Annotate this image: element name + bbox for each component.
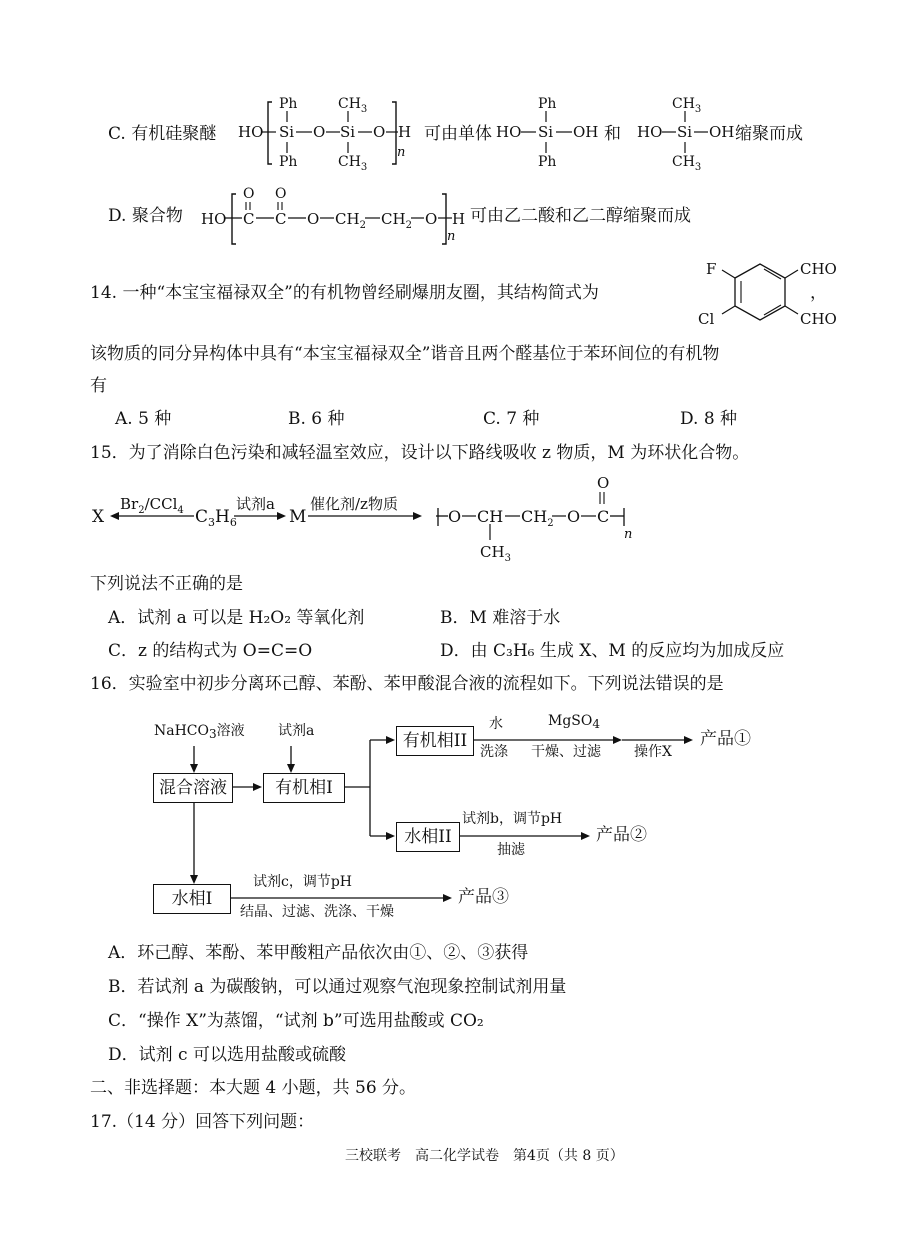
q15-option-b: B．M 难溶于水 — [440, 608, 561, 628]
atom-o: O — [373, 123, 386, 141]
atom-si: Si — [340, 123, 356, 141]
q15-option-a: A．试剂 a 可以是 H₂O₂ 等氧化剂 — [108, 608, 365, 628]
flow-wash-label: 洗涤 — [480, 744, 508, 760]
atom-oh: OH — [573, 123, 599, 141]
flow-box-aqueous-2: 水相II — [396, 822, 460, 852]
q13-d-label: D. 聚合物 — [108, 206, 183, 226]
flow-reagent-a-label: 试剂a — [278, 723, 315, 739]
q16-option-c: C．“操作 X”为蒸馏，“试剂 b”可选用盐酸或 CO₂ — [108, 1011, 484, 1031]
scheme-reagent-a: 试剂a — [236, 495, 275, 513]
atom-c: C — [243, 210, 255, 228]
scheme-m: M — [289, 507, 307, 527]
atom-ch3: $CH_3$ — [338, 154, 368, 173]
atom-c: C — [275, 210, 287, 228]
q14-option-d: D. 8 种 — [680, 409, 738, 429]
section-2-heading: 二、非选择题：本大题 4 小题，共 56 分。 — [90, 1078, 417, 1098]
q13-c-mid: 可由单体 — [424, 124, 492, 144]
flow-crystallize-label: 结晶、过滤、洗涤、干燥 — [240, 904, 394, 920]
q16-stem: 16．实验室中初步分离环己醇、苯酚、苯甲酸混合液的流程如下。下列说法错误的是 — [90, 674, 724, 694]
flow-box-aqueous-1: 水相I — [153, 884, 231, 914]
atom-f: F — [706, 260, 717, 278]
q14-option-b: B. 6 种 — [288, 409, 345, 429]
q14-stem-line3: 有 — [90, 376, 107, 396]
atom-cho: CHO — [800, 310, 837, 328]
atom-o: O — [313, 123, 326, 141]
flow-water-label: 水 — [489, 716, 503, 732]
atom-o: O — [597, 474, 610, 492]
q14-stem-line2: 该物质的同分异构体中具有“本宝宝福禄双全”谐音且两个醛基位于苯环间位的有机物 — [90, 344, 720, 364]
flow-reagent-b-label: 试剂b，调节pH — [462, 811, 563, 827]
atom-ph: Ph — [279, 96, 298, 112]
atom-ph: Ph — [538, 154, 557, 170]
q14-option-c: C. 7 种 — [483, 409, 540, 429]
q15-option-d: D．由 C₃H₆ 生成 X、M 的反应均为加成反应 — [440, 641, 785, 661]
atom-ch2: $CH_2$ — [335, 210, 366, 231]
atom-o: O — [448, 507, 462, 526]
scheme-catalyst: 催化剂/z物质 — [310, 495, 398, 513]
atom-oh: OH — [709, 123, 735, 141]
atom-si: Si — [677, 123, 693, 141]
atom-ch2: $CH_2$ — [381, 210, 412, 231]
flow-dry-filter-label: 干燥、过滤 — [531, 744, 601, 760]
atom-ch3: $CH_3$ — [480, 543, 511, 564]
page-footer: 三校联考 高二化学试卷 第4页（共 8 页） — [345, 1148, 624, 1164]
atom-cl: Cl — [698, 310, 715, 328]
scheme-c3h6: $C_3H_6$ — [195, 507, 237, 529]
q15-stem: 15．为了消除白色污染和减轻温室效应，设计以下路线吸收 z 物质，M 为环状化合物。 — [90, 443, 750, 463]
atom-o: O — [425, 210, 438, 228]
q13-d-end: 可由乙二酸和乙二醇缩聚而成 — [470, 206, 691, 226]
atom-ch2: $CH_2$ — [521, 507, 554, 529]
flow-box-mixture: 混合溶液 — [153, 773, 233, 803]
atom-ph: Ph — [538, 96, 557, 112]
flow-mgso4-label: MgSO4 — [548, 713, 601, 731]
atom-h: H — [398, 123, 412, 141]
q16-option-d: D．试剂 c 可以选用盐酸或硫酸 — [108, 1045, 346, 1065]
atom-o: O — [275, 186, 287, 202]
q14-stem-line1: 14. 一种“本宝宝福禄双全”的有机物曾经刷爆朋友圈，其结构简式为 — [90, 283, 599, 303]
flow-box-organic-1: 有机相I — [263, 773, 345, 803]
flow-nahco3-label: NaHCO3溶液 — [154, 723, 245, 741]
atom-o: O — [307, 210, 320, 228]
atom-n: n — [447, 229, 456, 244]
q15-reaction-scheme — [92, 474, 632, 564]
atom-ho: HO — [201, 210, 227, 228]
flow-reagent-c-label: 试剂c，调节pH — [253, 874, 353, 890]
atom-c: C — [597, 507, 610, 526]
atom-n: n — [624, 527, 633, 542]
atom-ho: HO — [637, 123, 663, 141]
q15-option-c: C．z 的结构式为 O=C=O — [108, 641, 313, 661]
q16-option-b: B．若试剂 a 为碳酸钠，可以通过观察气泡现象控制试剂用量 — [108, 977, 567, 997]
atom-h: H — [452, 210, 466, 228]
atom-si: Si — [279, 123, 295, 141]
q15-question: 下列说法不正确的是 — [90, 574, 243, 594]
flow-product-2: 产品② — [596, 825, 647, 845]
q13-c-end: 缩聚而成 — [735, 124, 803, 144]
atom-cho: CHO — [800, 260, 837, 278]
scheme-br2-ccl4: $Br_2/CCl_4$ — [120, 495, 184, 516]
q16-option-a: A．环己醇、苯酚、苯甲酸粗产品依次由①、②、③获得 — [108, 943, 529, 963]
flow-box-organic-2: 有机相II — [396, 726, 474, 756]
atom-n: n — [397, 145, 406, 160]
svg-text:CH: CH — [477, 507, 504, 526]
scheme-x: X — [92, 507, 105, 527]
atom-o: O — [567, 507, 581, 526]
flow-operation-x-label: 操作X — [634, 744, 672, 760]
flow-product-1: 产品① — [700, 729, 751, 749]
flow-product-3: 产品③ — [458, 887, 509, 907]
atom-ch3: $CH_3$ — [338, 96, 368, 115]
atom-ho: HO — [496, 123, 522, 141]
atom-ho: HO — [238, 123, 264, 141]
q13-c-label: C. 有机硅聚醚 — [108, 124, 217, 144]
atom-ch3: $CH_3$ — [672, 96, 702, 115]
q17-stem: 17.（14 分）回答下列问题： — [90, 1112, 315, 1132]
q14-comma: ， — [810, 283, 827, 303]
atom-ph: Ph — [279, 154, 298, 170]
flow-suction-label: 抽滤 — [497, 842, 525, 858]
q14-option-a: A. 5 种 — [115, 409, 172, 429]
q13-c-and: 和 — [604, 124, 621, 144]
atom-si: Si — [538, 123, 554, 141]
atom-o: O — [243, 186, 255, 202]
atom-ch3: $CH_3$ — [672, 154, 702, 173]
